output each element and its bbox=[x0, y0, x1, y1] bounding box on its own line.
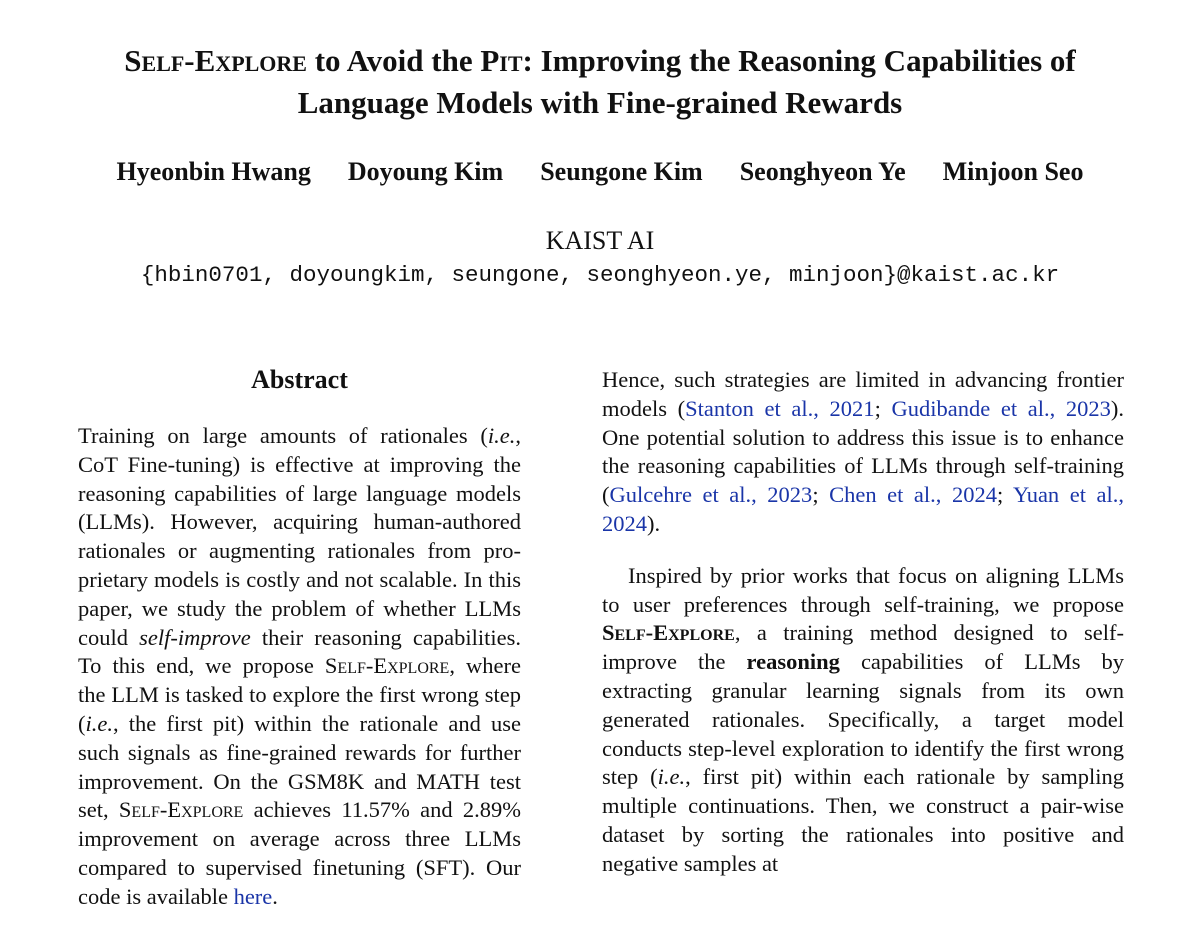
title-line-1 bbox=[0, 40, 1200, 82]
affiliation: KAIST AI bbox=[545, 226, 655, 255]
text: ; bbox=[996, 482, 1013, 508]
text: capabilities of LLMs by extracting granular learning signals from its own generated rationales. Specifically, a target model conducts step-level exploration to identify the first wrong step ( bbox=[602, 649, 1124, 790]
author: Minjoon Seo bbox=[942, 157, 1084, 186]
ie-italic: i.e. bbox=[487, 423, 516, 448]
text: . bbox=[272, 883, 278, 909]
text: , CoT Fine-tuning) is effective at improving the reasoning capabilities of large language models (LLMs). However, acquiring human-authored rationales or augmenting rationales from proprietary models is costly and not scalable. In this paper, we study the problem of whether LLMs could bbox=[78, 423, 521, 650]
abstract-heading: Abstract bbox=[251, 365, 348, 394]
title-text: : Improving the Reasoning Capabilities of bbox=[522, 43, 1076, 78]
ie-italic: i.e. bbox=[85, 710, 113, 736]
text: , where the LLM is tasked to explore the first wrong step ( bbox=[78, 653, 521, 736]
title-method-name: Self-Explore bbox=[124, 43, 307, 78]
self-improve-italic: self-improve bbox=[139, 624, 251, 650]
text: , first pit) within each rationale by sampling multiple continuations. Then, we construct a pair-wise dataset by sorting the rationales into positive and negative samples at bbox=[602, 764, 1124, 876]
author: Doyoung Kim bbox=[347, 157, 504, 186]
intro-paragraph-1 bbox=[602, 366, 1124, 539]
text: Training on large amounts of rationales ( bbox=[78, 423, 488, 448]
text: Inspired by prior works that focus on aligning LLMs to user preferences through self-training, we propose bbox=[602, 562, 1124, 617]
author: Seungone Kim bbox=[540, 157, 703, 186]
title-line-2: Language Models with Fine-grained Rewards bbox=[297, 85, 903, 120]
intro-body bbox=[602, 366, 1124, 879]
author: Hyeonbin Hwang bbox=[116, 157, 311, 186]
citation-link[interactable]: Gulcehre et al., 2023 bbox=[609, 482, 813, 508]
text: ; bbox=[874, 395, 892, 421]
reasoning-bold: reasoning bbox=[746, 649, 840, 675]
title-text: to Avoid the bbox=[306, 43, 481, 78]
citation-link[interactable]: Yuan et al., 2024 bbox=[602, 482, 1124, 536]
abstract-paragraph bbox=[78, 422, 521, 912]
paper-title bbox=[0, 40, 1200, 124]
intro-paragraph-2 bbox=[602, 562, 1124, 879]
text: , the first pit) within the rationale and use such signals as fine-grained rewards for further improvement. On the GSM8K and MATH test set, bbox=[78, 710, 521, 823]
citation-link[interactable]: Chen et al., 2024 bbox=[829, 482, 997, 508]
author-list bbox=[0, 155, 1200, 189]
text: ). bbox=[647, 510, 661, 536]
author: Seonghyeon Ye bbox=[739, 157, 906, 186]
text: , a training method designed to self-improve the bbox=[602, 620, 1124, 675]
abstract-body bbox=[78, 422, 521, 912]
text: Hence, such strategies are limited in advancing frontier models ( bbox=[602, 367, 1124, 421]
code-link[interactable]: here bbox=[233, 883, 273, 909]
method-name-bold: Self-Explore bbox=[602, 620, 735, 646]
ie-italic: i.e. bbox=[657, 764, 686, 790]
citation-link[interactable]: Stanton et al., 2021 bbox=[685, 395, 875, 421]
text: ; bbox=[812, 482, 830, 508]
method-name: Self-Explore bbox=[118, 797, 244, 823]
citation-link[interactable]: Gudibande et al., 2023 bbox=[891, 395, 1111, 421]
text: ). One potential solution to address this issue is to enhance the reasoning capabilities of LLMs through self-training ( bbox=[602, 395, 1124, 508]
method-name: Self-Explore bbox=[324, 653, 450, 679]
text: achieves 11.57% and 2.89% improvement on average across three LLMs compared to supervised finetuning (SFT). Our code is available bbox=[78, 797, 522, 909]
text: their reasoning capabilities. To this end, we propose bbox=[78, 624, 521, 679]
title-pit: Pit bbox=[480, 43, 523, 78]
author-emails: {hbin0701, doyoungkim, seungone, seonghyeon.ye, minjoon}@kaist.ac.kr bbox=[140, 262, 1060, 288]
